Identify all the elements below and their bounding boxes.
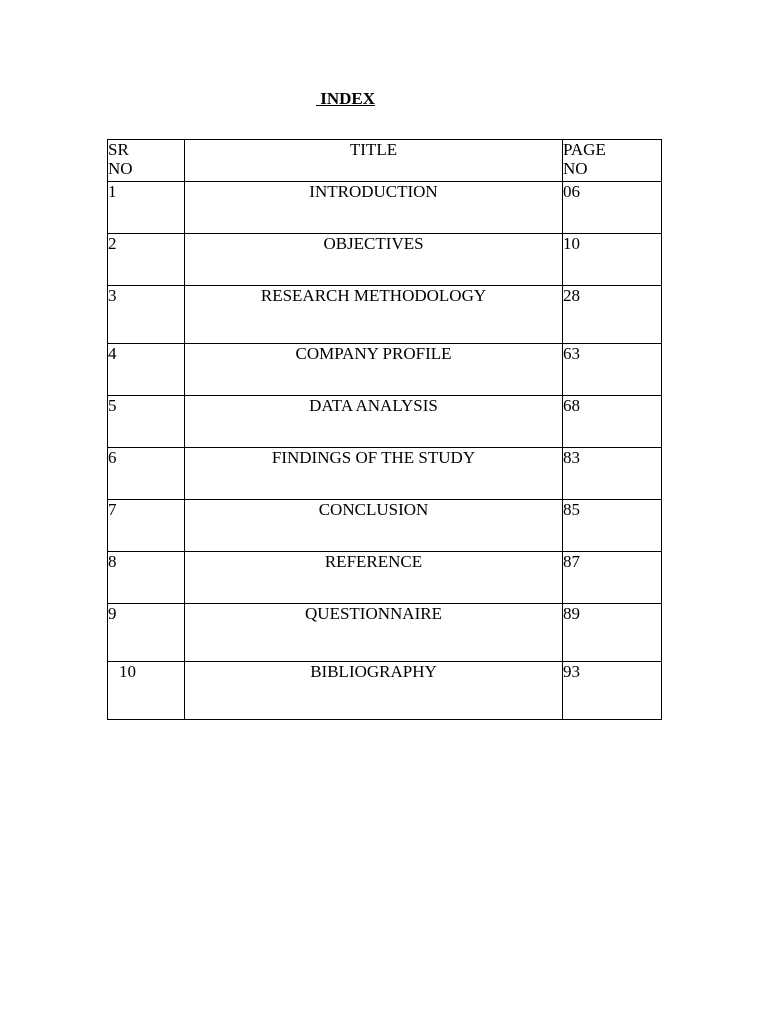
- header-page-no: [563, 140, 662, 182]
- row-sr-no: 2: [108, 234, 185, 286]
- row-page-no: 89: [563, 604, 662, 662]
- row-page-no: 63: [563, 344, 662, 396]
- row-title: INTRODUCTION: [185, 182, 563, 234]
- header-page-no-line1: PAGE: [563, 140, 606, 159]
- row-page-no: 87: [563, 552, 662, 604]
- row-sr-no: 1: [108, 182, 185, 234]
- row-page-no: 85: [563, 500, 662, 552]
- table-row: [108, 396, 662, 448]
- table-row: [108, 344, 662, 396]
- table-row: [108, 448, 662, 500]
- row-sr-no: 9: [108, 604, 185, 662]
- row-page-no: 83: [563, 448, 662, 500]
- table-row: [108, 182, 662, 234]
- header-sr-no: [108, 140, 185, 182]
- row-title: REFERENCE: [185, 552, 563, 604]
- table-row: [108, 234, 662, 286]
- header-sr-no-line1: SR: [108, 140, 129, 159]
- page-title: INDEX: [316, 89, 376, 108]
- row-sr-no: 10: [108, 662, 185, 720]
- row-sr-no: 8: [108, 552, 185, 604]
- table-row: [108, 552, 662, 604]
- header-page-no-line2: NO: [563, 159, 588, 178]
- row-sr-no: 3: [108, 286, 185, 344]
- row-page-no: 10: [563, 234, 662, 286]
- row-sr-no: 7: [108, 500, 185, 552]
- row-sr-no: 6: [108, 448, 185, 500]
- index-table: [107, 139, 662, 720]
- row-title: QUESTIONNAIRE: [185, 604, 563, 662]
- row-title: OBJECTIVES: [185, 234, 563, 286]
- row-title: RESEARCH METHODOLOGY: [185, 286, 563, 344]
- table-row: [108, 286, 662, 344]
- table-header-row: [108, 140, 662, 182]
- row-title: BIBLIOGRAPHY: [185, 662, 563, 720]
- row-page-no: 28: [563, 286, 662, 344]
- row-title: CONCLUSION: [185, 500, 563, 552]
- row-page-no: 06: [563, 182, 662, 234]
- table-row: [108, 604, 662, 662]
- header-title: TITLE: [185, 140, 563, 182]
- row-sr-no: 5: [108, 396, 185, 448]
- row-title: FINDINGS OF THE STUDY: [185, 448, 563, 500]
- table-row: [108, 662, 662, 720]
- row-title: COMPANY PROFILE: [185, 344, 563, 396]
- header-sr-no-line2: NO: [108, 159, 133, 178]
- row-sr-no: 4: [108, 344, 185, 396]
- row-page-no: 93: [563, 662, 662, 720]
- table-row: [108, 500, 662, 552]
- row-title: DATA ANALYSIS: [185, 396, 563, 448]
- row-page-no: 68: [563, 396, 662, 448]
